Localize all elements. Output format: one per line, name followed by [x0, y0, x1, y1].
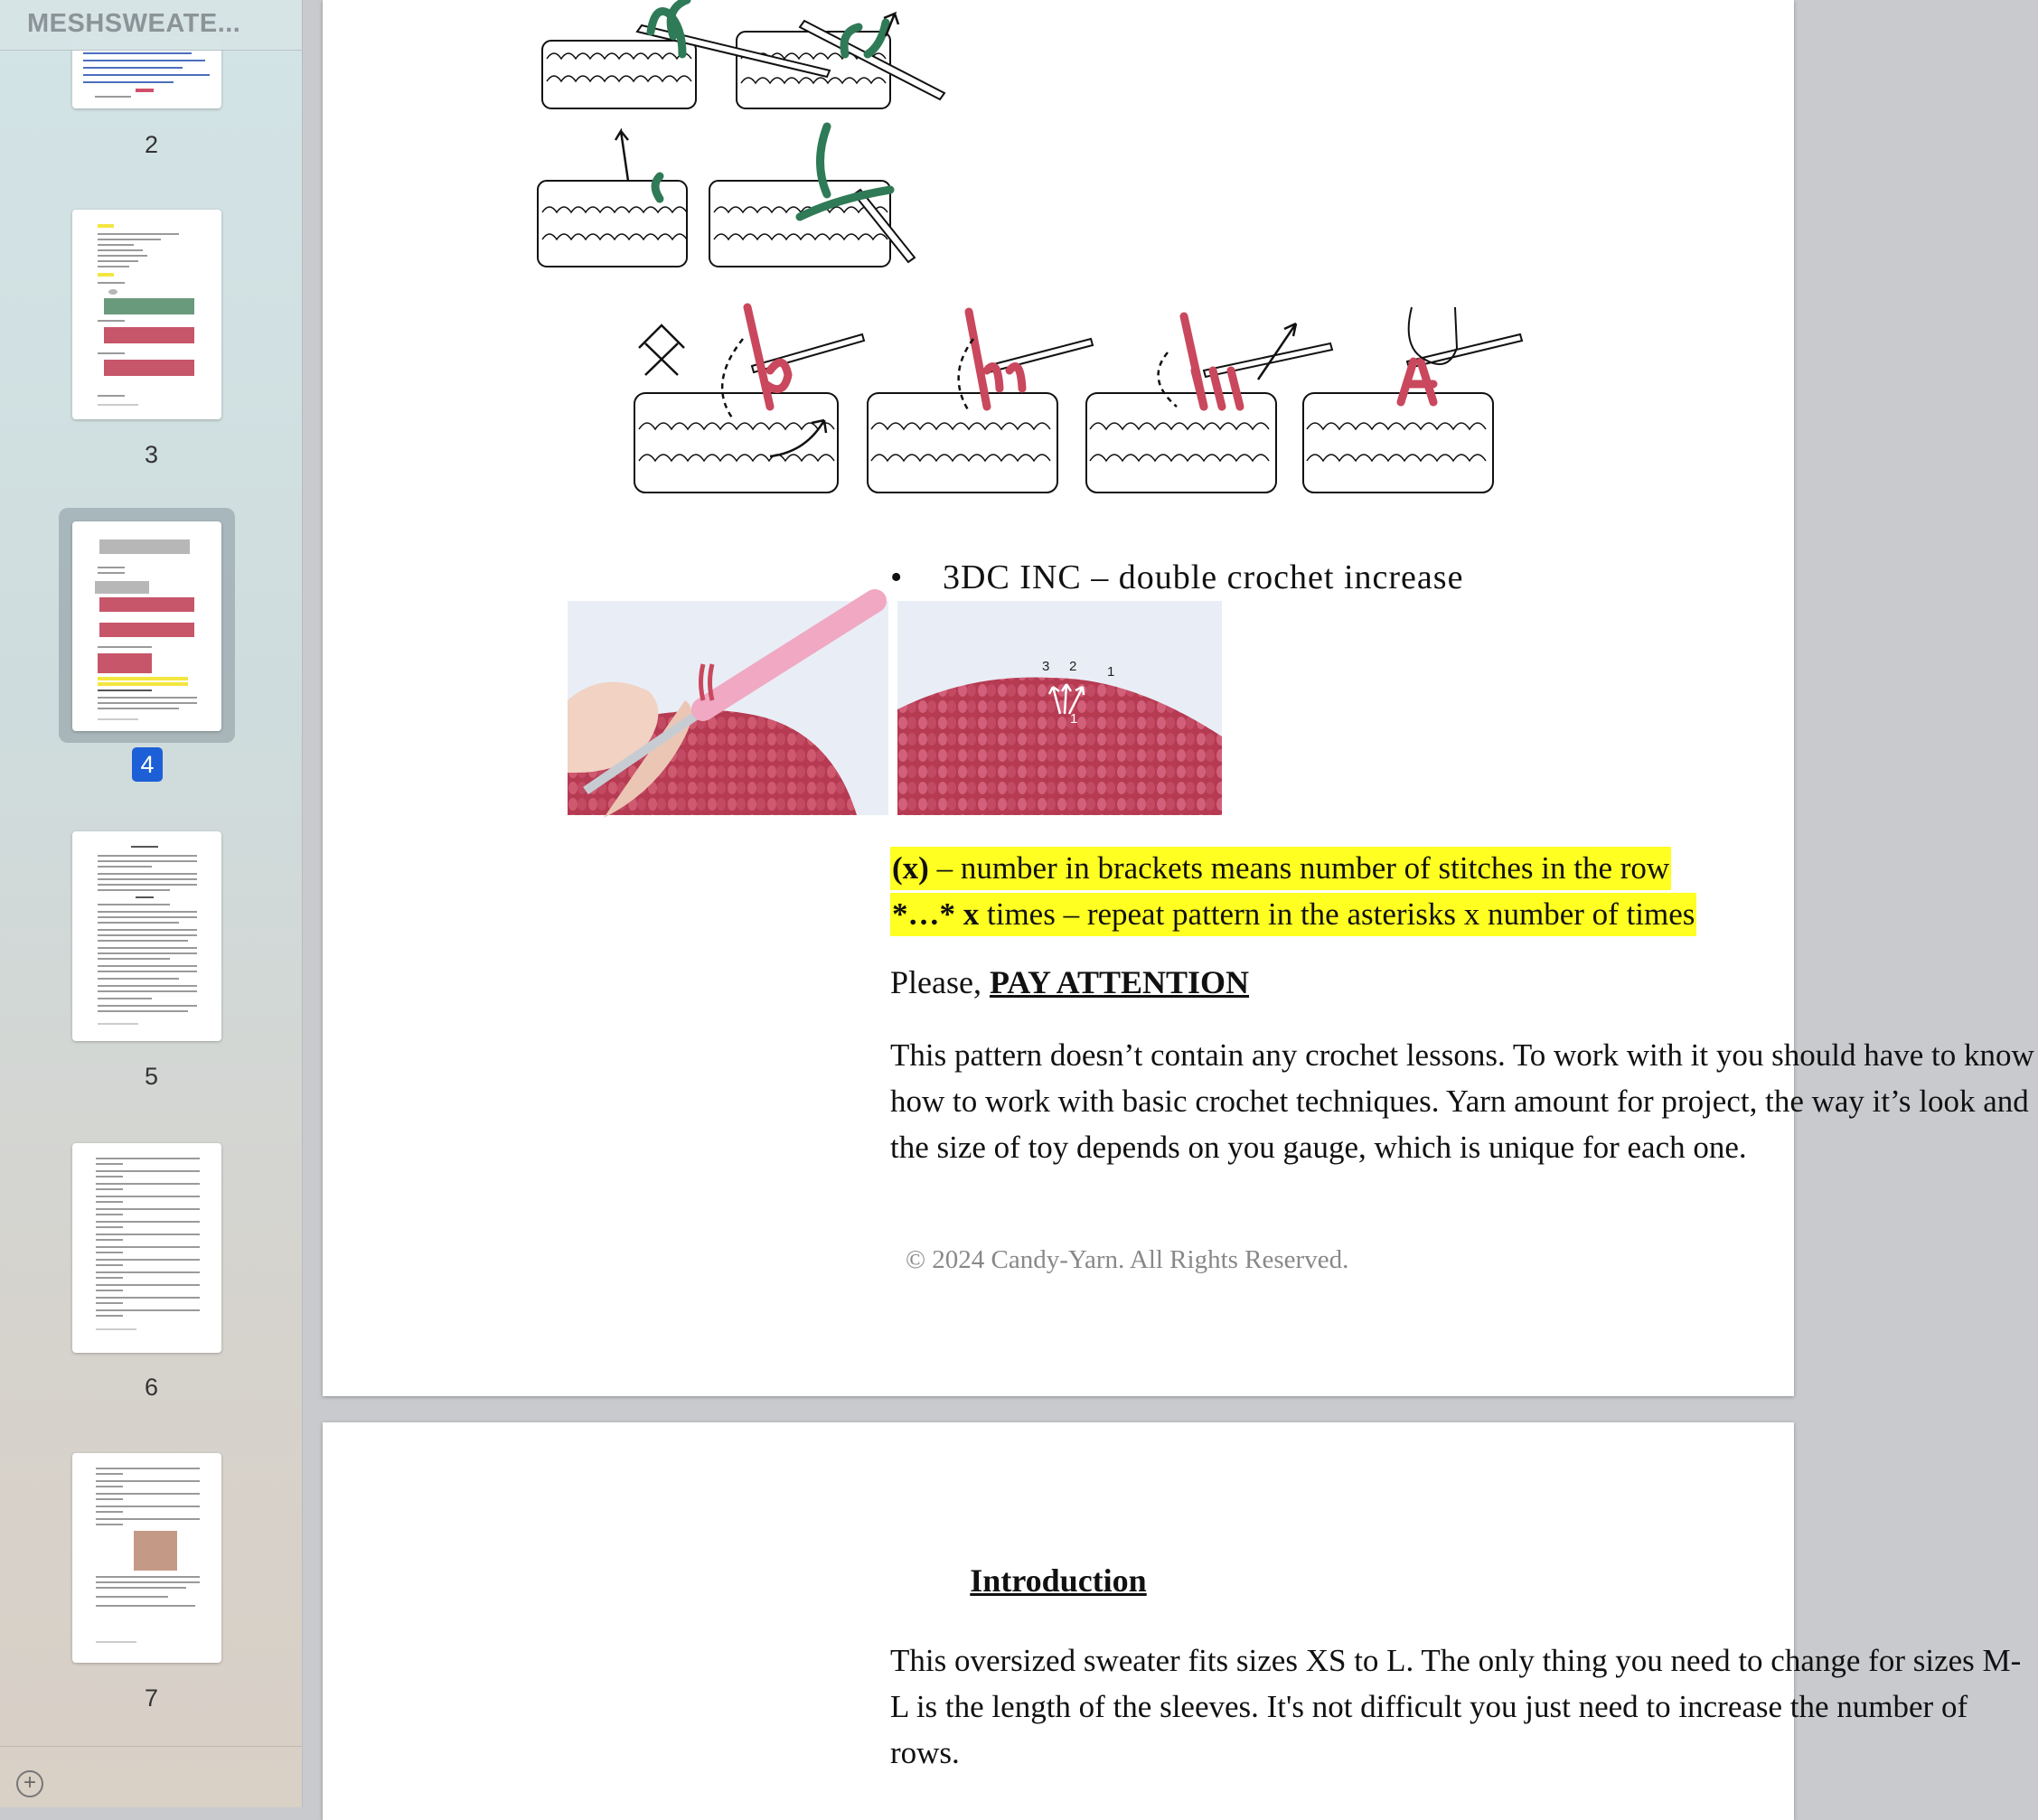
highlight-asterisks-text: times – repeat pattern in the asterisks x number of times: [979, 896, 1695, 932]
photo-label-2: 2: [1069, 659, 1077, 674]
page-number-7[interactable]: 7: [144, 1684, 159, 1712]
thumbnail-sidebar: [0, 0, 303, 1807]
plus-circle-icon[interactable]: +: [16, 1770, 43, 1797]
sidebar-footer: [0, 1746, 302, 1807]
please-prefix: Please,: [890, 964, 990, 1000]
photo-increase-stitches: [897, 601, 1222, 815]
pay-attention-line: [890, 963, 1249, 1001]
page-number-3[interactable]: 3: [144, 441, 159, 468]
pattern-disclaimer-paragraph: This pattern doesn’t contain any crochet lessons. To work with it you should have to know how to work with basic crochet techniques. Yarn amount for project, the way it’s look and the size of toy depends on you gauge, which is unique for each one.: [890, 1037, 2034, 1165]
page-thumbnail-5[interactable]: [72, 831, 221, 1041]
page-thumbnail-7[interactable]: [72, 1453, 221, 1663]
page-number-2[interactable]: 2: [144, 131, 159, 158]
pay-attention-heading: PAY ATTENTION: [989, 964, 1250, 1000]
introduction-paragraph: This oversized sweater fits sizes XS to L. The only thing you need to change for sizes M-L is the length of the sleeves. It's not difficult you just need to increase the number of rows.: [890, 1643, 2022, 1770]
bullet-text: 3DC INC – double crochet increase: [943, 558, 1464, 596]
page-thumbnail-3[interactable]: [72, 210, 221, 419]
photo-label-3: 3: [1042, 659, 1050, 674]
photo-hook-in-stitch: [568, 601, 888, 815]
document-page-4: [323, 0, 2034, 1396]
document-title: MESHSWEATE...: [27, 9, 241, 38]
sidebar-header: [0, 0, 302, 51]
page-number-4[interactable]: 4: [132, 747, 163, 782]
highlight-brackets-note: [890, 847, 1671, 890]
inc-symbol: [639, 325, 684, 375]
photo-label-1-bottom: 1: [1070, 711, 1078, 727]
highlight-asterisks-note: [890, 893, 1696, 936]
page-number-5[interactable]: 5: [144, 1063, 159, 1090]
page-number-6[interactable]: 6: [144, 1374, 159, 1401]
page-thumbnail-6[interactable]: [72, 1143, 221, 1353]
introduction-heading: Introduction: [970, 1562, 1147, 1599]
bullet-dot: •: [890, 558, 904, 596]
highlight-brackets-bold: (x): [892, 850, 929, 886]
crochet-diagram-red-increase: [625, 307, 1547, 502]
highlight-brackets-text: – number in brackets means number of stitches in the row: [928, 850, 1670, 886]
page-thumbnail-4[interactable]: [72, 521, 221, 731]
copyright-footer: © 2024 Candy-Yarn. All Rights Reserved.: [906, 1245, 1349, 1274]
highlight-asterisks-bold: *…* x: [892, 896, 980, 932]
crochet-diagram-green-top: [529, 0, 908, 280]
photo-label-1-top: 1: [1107, 664, 1115, 680]
document-page-5: [323, 1422, 2022, 1820]
